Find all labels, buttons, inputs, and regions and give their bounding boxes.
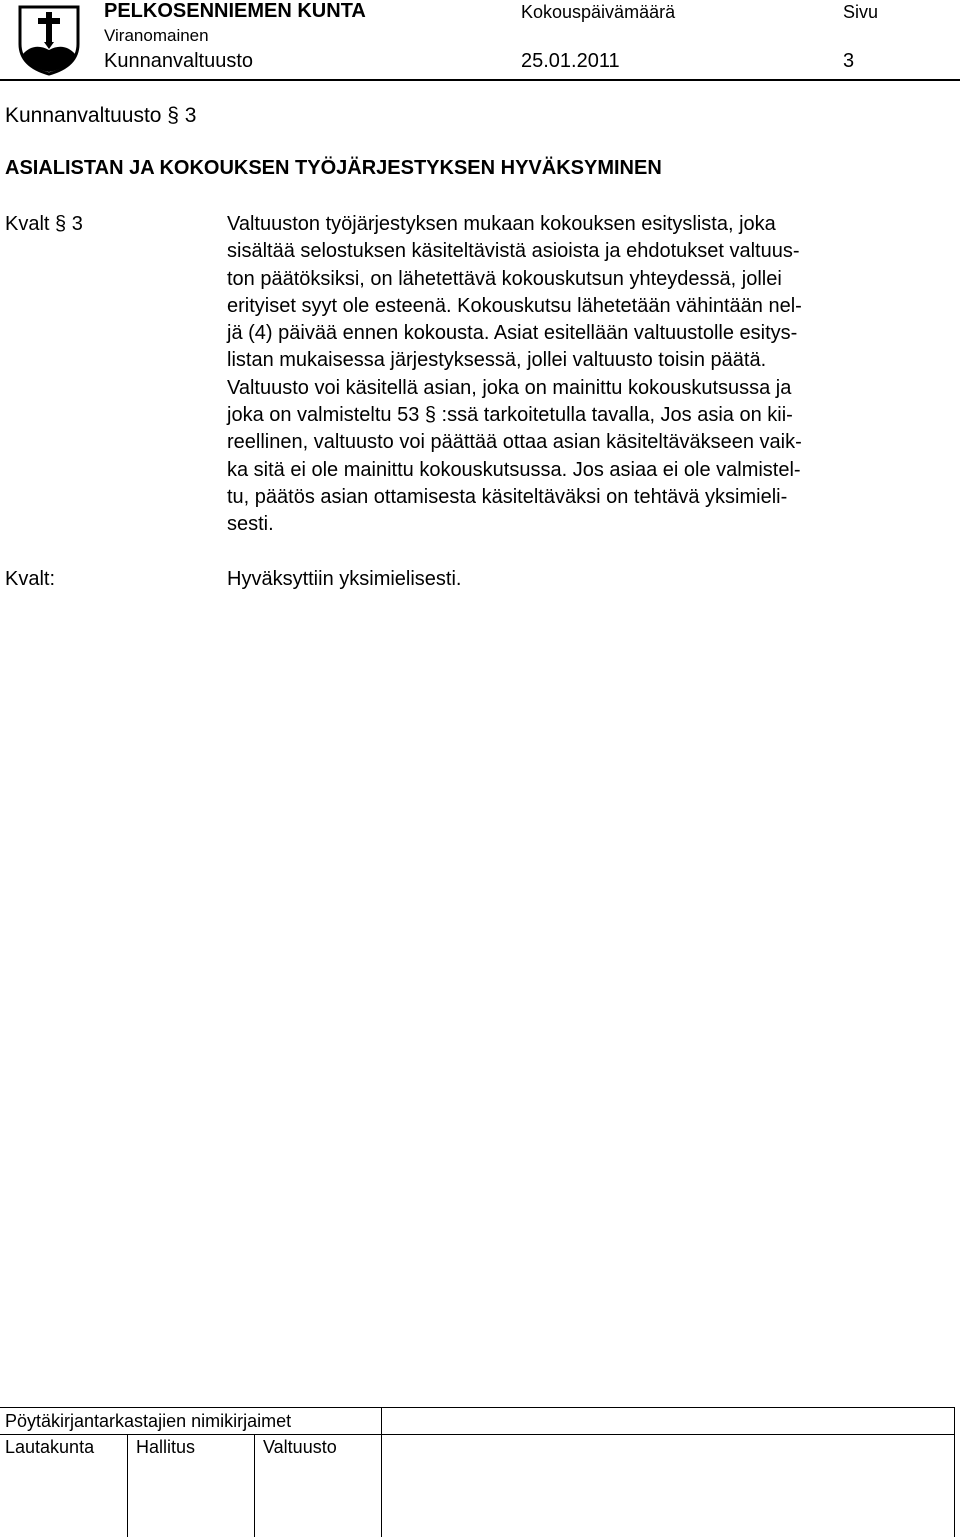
agenda-item-body (227, 211, 947, 539)
body-line: joka on valmisteltu 53 § :ssä tarkoitetulla tavalla, Jos asia on kii- (227, 404, 793, 427)
footer-row-divider (0, 1434, 955, 1435)
footer-column-divider (127, 1434, 128, 1537)
meeting-date-value: 25.01.2011 (521, 50, 620, 72)
footer-column-valtuusto: Valtuusto (263, 1437, 337, 1457)
authority-label: Viranomainen (104, 26, 209, 45)
section-reference: Kunnanvaltuusto § 3 (5, 104, 197, 127)
body-line: listan mukaisessa järjestyksessä, jollei valtuusto toisin päätä. (227, 349, 767, 372)
agenda-item-heading: ASIALISTAN JA KOKOUKSEN TYÖJÄRJESTYKSEN HYVÄKSYMINEN (5, 157, 662, 179)
body-line: jä (4) päivää ennen kokousta. Asiat esitellään valtuustolle esitys- (227, 322, 798, 345)
footer-column-divider (254, 1434, 255, 1537)
footer-column-divider (381, 1407, 382, 1537)
body-line: erityiset syyt ole esteenä. Kokouskutsu lähetetään vähintään nel- (227, 294, 802, 317)
body-line: sesti. (227, 513, 274, 536)
header-divider (0, 79, 960, 81)
body-line: tu, päätös asian ottamisesta käsiteltäväksi on tehtävä yksimieli- (227, 485, 788, 508)
body-line: reellinen, valtuusto voi päättää ottaa asian käsiteltäväkseen vaik- (227, 431, 802, 454)
municipal-coat-of-arms-logo (16, 4, 82, 76)
organization-name: PELKOSENNIEMEN KUNTA (104, 0, 366, 22)
decision-text: Hyväksyttiin yksimielisesti. (227, 568, 462, 590)
footer-right-border (954, 1407, 955, 1537)
body-line: sisältää selostuksen käsiteltävistä asioista ja ehdotukset valtuus- (227, 240, 800, 263)
page-number: 3 (843, 50, 855, 72)
footer-column-hallitus: Hallitus (136, 1437, 196, 1457)
meeting-date-label: Kokouspäivämäärä (521, 2, 676, 22)
body-line: Valtuuston työjärjestyksen mukaan kokouksen esityslista, joka (227, 213, 776, 235)
authority-value: Kunnanvaltuusto (104, 50, 254, 72)
footer-signature-title: Pöytäkirjantarkastajien nimikirjaimet (5, 1411, 292, 1431)
body-line: Valtuusto voi käsitellä asian, joka on mainittu kokouskutsussa ja (227, 376, 792, 399)
council-section-reference: Kvalt § 3 (5, 213, 83, 235)
footer-column-lautakunta: Lautakunta (5, 1437, 95, 1457)
body-line: ka sitä ei ole mainittu kokouskutsussa. Jos asiaa ei ole valmistel- (227, 458, 801, 481)
page-label: Sivu (843, 2, 879, 22)
decision-label: Kvalt: (5, 568, 56, 590)
body-line: ton päätöksiksi, on lähetettävä kokouskutsun yhteydessä, jollei (227, 267, 782, 290)
footer-top-border (0, 1407, 955, 1408)
